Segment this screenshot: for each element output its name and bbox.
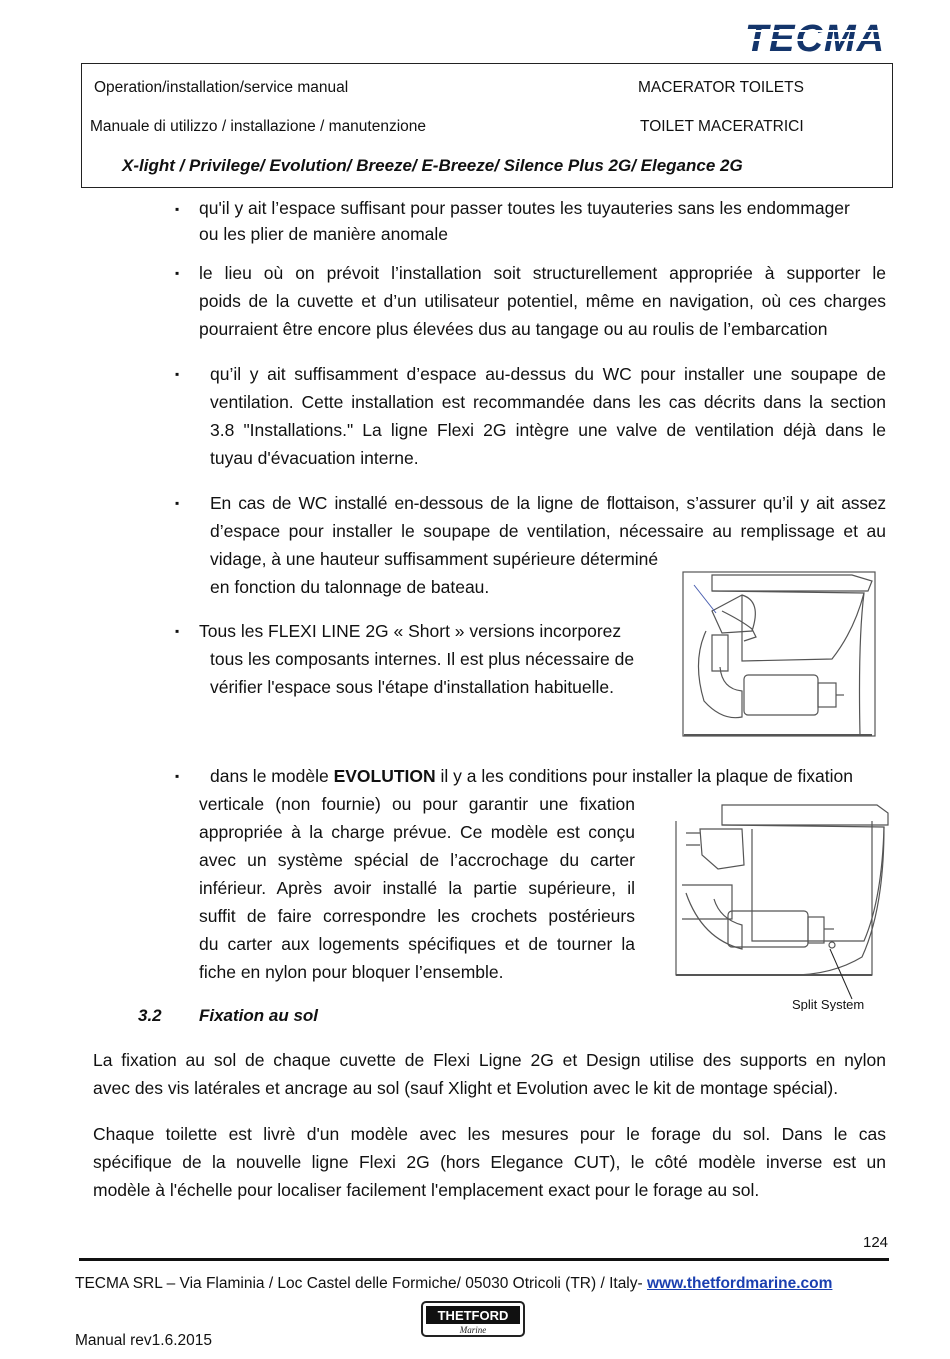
header-models: X-light / Privilege/ Evolution/ Breeze/ E-Breeze/ Silence Plus 2G/ Elegance 2G bbox=[122, 156, 743, 175]
bullet-1-line-2: ou les plier de manière anomale bbox=[199, 224, 449, 244]
bullet-4-line-4: en fonction du talonnage de bateau. bbox=[210, 577, 490, 597]
thetford-logo-sub: Marine bbox=[459, 1325, 487, 1335]
header-box bbox=[81, 63, 893, 188]
bullet-2-line-1: le lieu où on prévoit l’installation soit structurellement appropriée à supporter le bbox=[199, 263, 886, 283]
bullet-1 bbox=[199, 195, 886, 247]
bullet-marker-3: ▪ bbox=[175, 367, 180, 381]
bullet-marker-6: ▪ bbox=[175, 769, 180, 783]
bullet-marker-5: ▪ bbox=[175, 624, 180, 638]
split-system-label: Split System bbox=[792, 997, 865, 1011]
footer-address-line bbox=[75, 1275, 832, 1293]
bullet-4-line-2: d’espace pour installer le soupape de ventilation, nécessaire au remplissage et au bbox=[210, 521, 886, 541]
bullet-6-body bbox=[199, 790, 635, 986]
header-right-line2: TOILET MACERATRICI bbox=[640, 118, 804, 135]
toilet-section-figure bbox=[682, 571, 876, 737]
bullet-2-line-2: poids de la cuvette et d’un utilisateur potentiel, même en navigation, où ces charges bbox=[199, 291, 886, 311]
paragraph-1 bbox=[93, 1046, 886, 1102]
bullet-6-line-2: verticale (non fournie) ou pour garantir une fixation bbox=[199, 794, 635, 814]
bullet-6-line-5: inférieur. Après avoir installé la partie supérieure, il bbox=[199, 878, 635, 898]
tecma-logo-text: TECMA bbox=[744, 18, 886, 58]
split-system-figure bbox=[672, 799, 894, 1011]
section-number: 3.2 bbox=[138, 1006, 162, 1025]
bullet-5-line-2: tous les composants internes. Il est plus nécessaire de bbox=[210, 649, 635, 669]
bullet-4-line-1: En cas de WC installé en-dessous de la ligne de flottaison, s’assurer qu’il y ait assez bbox=[210, 493, 886, 513]
bullet-5 bbox=[199, 617, 659, 701]
bullet-5-line-3: vérifier l'espace sous l'étape d'installation habituelle. bbox=[210, 677, 615, 697]
bullet-3-line-3: 3.8 "Installations." La ligne Flexi 2G intègre une valve de ventilation déjà dans le bbox=[210, 420, 886, 440]
footer-divider bbox=[79, 1258, 889, 1261]
bullet-6-line-7: du carter aux logements spécifiques et de tourner la bbox=[199, 934, 635, 954]
header-right-line1: MACERATOR TOILETS bbox=[638, 79, 804, 96]
manual-revision: Manual rev1.6.2015 bbox=[75, 1332, 213, 1349]
paragraph-2 bbox=[93, 1120, 886, 1204]
bullet-6-line-8: fiche en nylon pour bloquer l’ensemble. bbox=[199, 962, 504, 982]
bullet-3-line-1: qu’il y ait suffisamment d’espace au-dessus du WC pour installer une soupape de bbox=[210, 364, 886, 384]
paragraph-1-line-1: La fixation au sol de chaque cuvette de Flexi Ligne 2G et Design utilise des supports en nylon bbox=[93, 1050, 886, 1070]
paragraph-2-line-2: spécifique de la nouvelle ligne Flexi 2G (hors Elegance CUT), le côté modèle inverse est un bbox=[93, 1152, 886, 1172]
bullet-6-bold: EVOLUTION bbox=[333, 766, 436, 786]
bullet-marker-1: ▪ bbox=[175, 202, 180, 216]
paragraph-2-line-1: Chaque toilette est livrè d'un modèle avec les mesures pour le forage du sol. Dans le cas bbox=[93, 1124, 886, 1144]
bullet-6-post: il y a les conditions pour installer la plaque de fixation bbox=[435, 766, 853, 786]
thetford-logo-text: THETFORD bbox=[437, 1308, 509, 1323]
header-left-line1: Operation/installation/service manual bbox=[94, 79, 349, 96]
bullet-6-line-4: avec un système spécial de l’accrochage du carter bbox=[199, 850, 635, 870]
header-left-line2: Manuale di utilizzo / installazione / manutenzione bbox=[90, 118, 427, 135]
bullet-3 bbox=[210, 360, 886, 472]
bullet-4-line-3: vidage, à une hauteur suffisamment supérieure déterminé bbox=[210, 549, 659, 569]
bullet-marker-2: ▪ bbox=[175, 266, 180, 280]
bullet-2 bbox=[199, 259, 886, 343]
bullet-1-line-1: qu'il y ait l’espace suffisant pour passer toutes les tuyauteries sans les endommager bbox=[199, 198, 850, 218]
bullet-3-line-2: ventilation. Cette installation est recommandée dans les cas décrits dans la section bbox=[210, 392, 886, 412]
footer-website-link[interactable]: www.thetfordmarine.com bbox=[646, 1275, 833, 1292]
page-number: 124 bbox=[863, 1234, 889, 1251]
tecma-logo bbox=[734, 18, 896, 58]
thetford-logo bbox=[418, 1300, 528, 1340]
bullet-6-pre: dans le modèle bbox=[210, 766, 334, 786]
section-title: Fixation au sol bbox=[199, 1006, 319, 1025]
paragraph-2-line-3: modèle à l'échelle pour localiser facilement l'emplacement exact pour le forage au sol. bbox=[93, 1180, 760, 1200]
bullet-6-line-6: suffit de faire correspondre les crochets postérieurs bbox=[199, 906, 635, 926]
bullet-5-line-1: Tous les FLEXI LINE 2G « Short » versions incorporez bbox=[199, 621, 622, 641]
bullet-6-line-1 bbox=[210, 762, 886, 790]
footer-address: TECMA SRL – Via Flaminia / Loc Castel delle Formiche/ 05030 Otricoli (TR) / Italy- bbox=[75, 1275, 647, 1292]
bullet-marker-4: ▪ bbox=[175, 496, 180, 510]
bullet-6-line-3: appropriée à la charge prévue. Ce modèle est conçu bbox=[199, 822, 635, 842]
bullet-3-line-4: tuyau d'évacuation interne. bbox=[210, 448, 419, 468]
paragraph-1-line-2: avec des vis latérales et ancrage au sol (sauf Xlight et Evolution avec le kit de montage spécial). bbox=[93, 1078, 839, 1098]
bullet-2-line-3: pourraient être encore plus élevées dus au tangage ou au roulis de l’embarcation bbox=[199, 319, 828, 339]
